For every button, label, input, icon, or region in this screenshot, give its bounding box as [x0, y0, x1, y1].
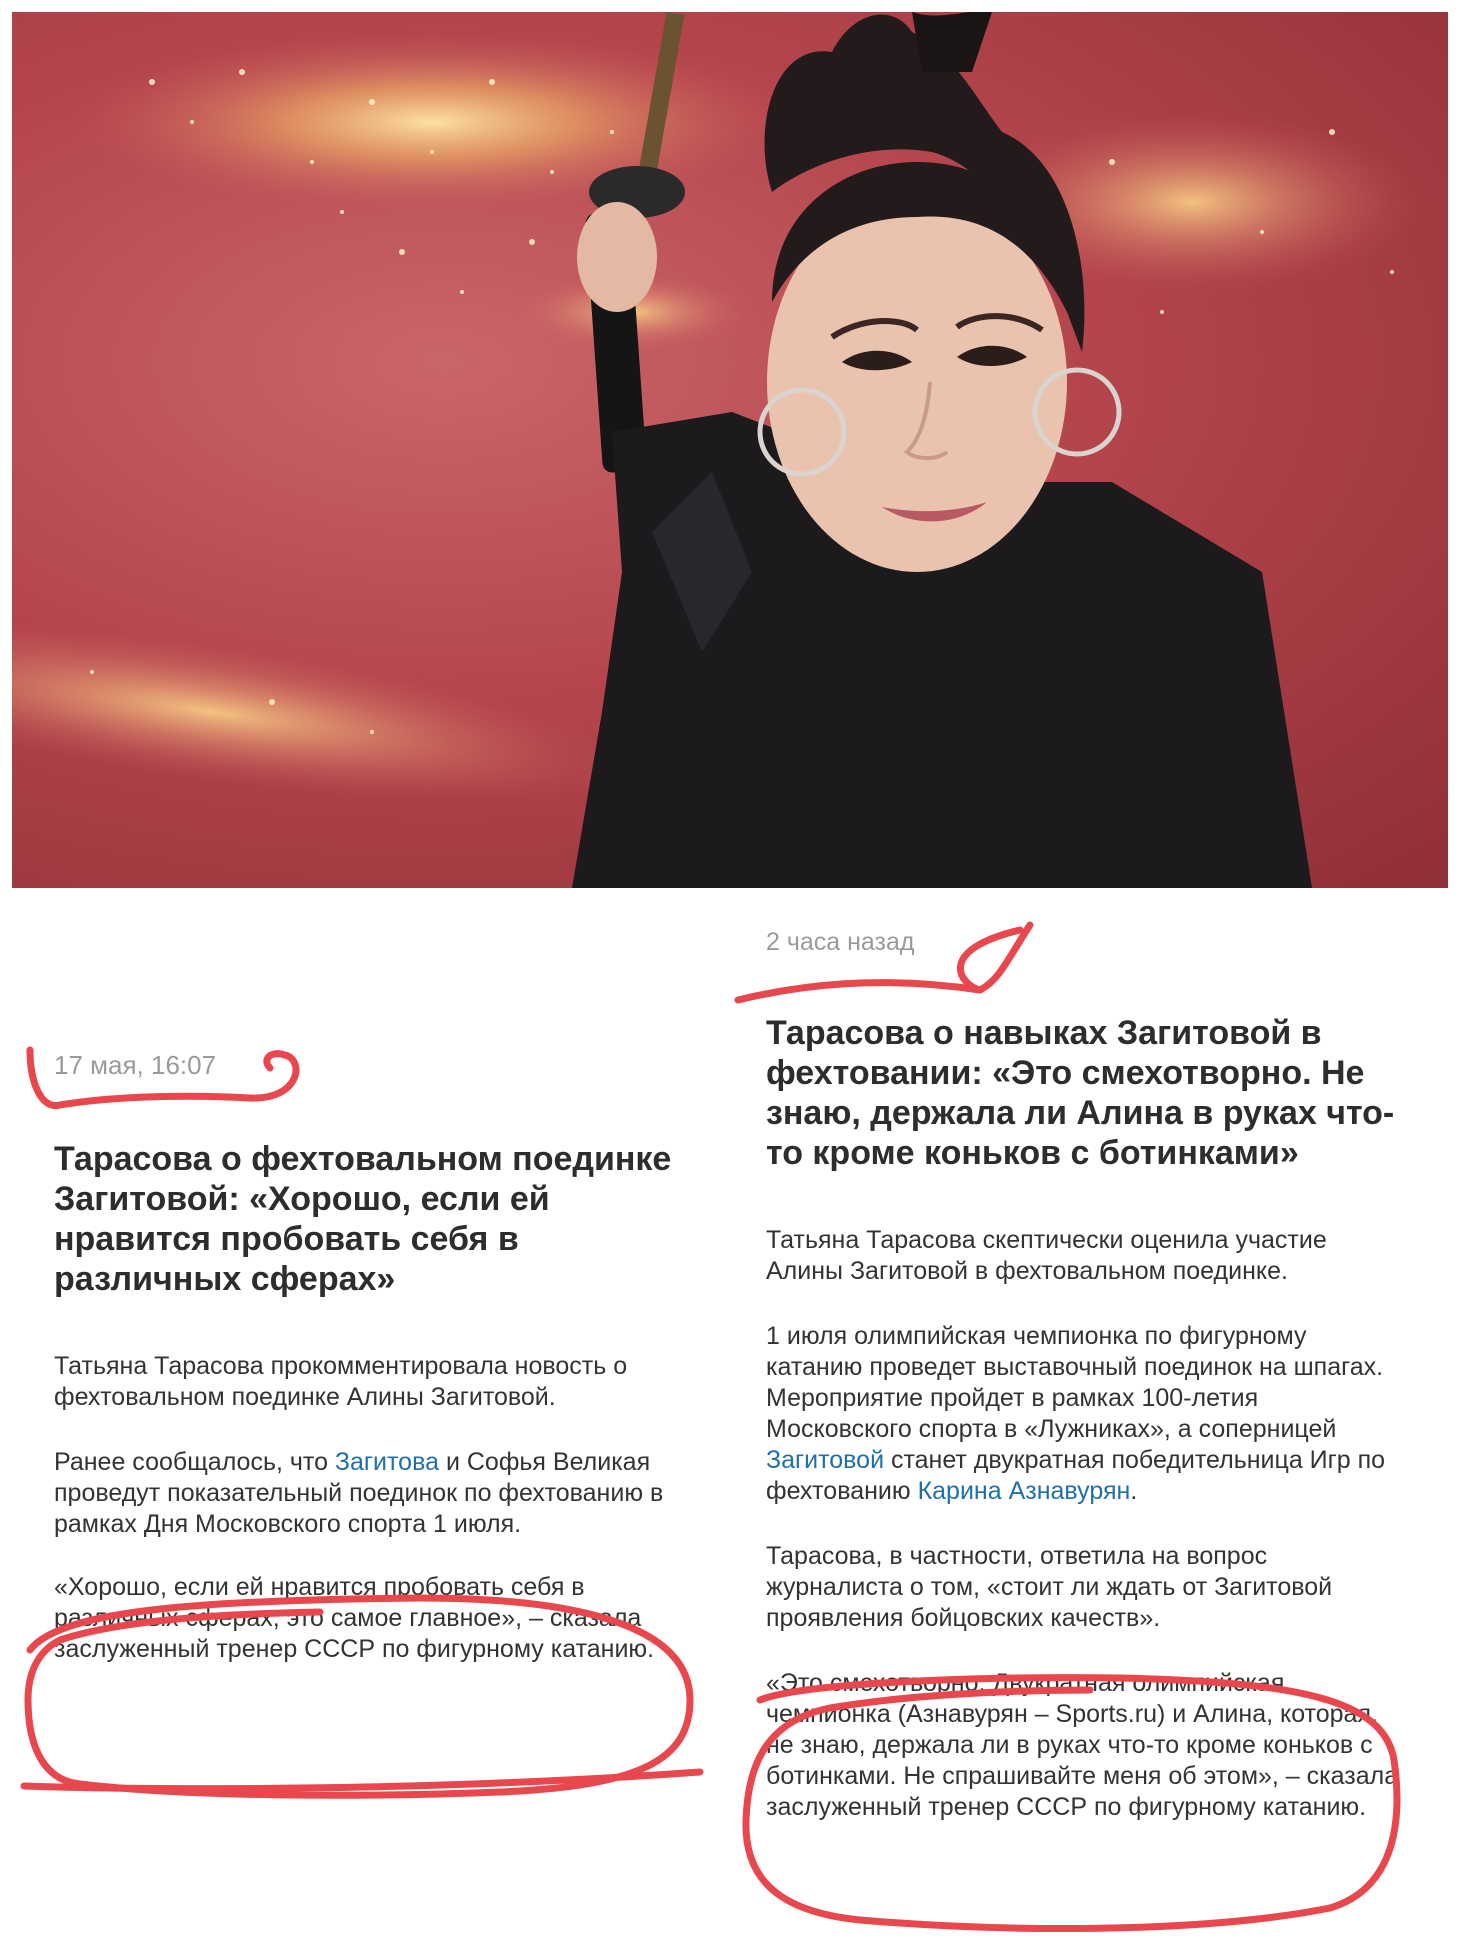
- right-article-quote: «Это смехотворно. Двукратная олимпийская чемпионка (Азнавурян – Sports.ru) и Алина, которая, не знаю, держала ли в руках что-то кроме коньков с ботинками. Не спрашивайте меня об этом», – сказала заслуженный тренер СССР по фигурному катанию.: [766, 1669, 1399, 1821]
- article-photo: [12, 12, 1448, 888]
- right-article-timestamp: 2 часа назад: [766, 928, 915, 956]
- right-article-paragraph-2-text-a: 1 июля олимпийская чемпионка по фигурному катанию проведет выставочный поединок на шпагах. Мероприятие пройдет в рамках 100-летия Московского спорта в «Лужниках», а соперницей: [766, 1322, 1384, 1443]
- quote-circle-left-base: [24, 1772, 700, 1789]
- left-article-headline[interactable]: Тарасова о фехтовальном поединке Загитовой: «Хорошо, если ей нравится пробовать себя в различных сферах»: [54, 1140, 672, 1298]
- right-article-paragraph-1: Татьяна Тарасова скептически оценила участие Алины Загитовой в фехтовальном поединке.: [766, 1226, 1327, 1285]
- right-article-paragraph-2-text-b: станет двукратная победительница Игр по фехтованию: [766, 1446, 1386, 1505]
- photo-illustration: [12, 12, 1448, 888]
- link-karina-aznavuryan[interactable]: Карина Азнавурян: [917, 1477, 1131, 1505]
- link-zagitovoy[interactable]: Загитовой: [766, 1446, 885, 1474]
- left-article: [54, 1050, 684, 1665]
- left-article-quote: «Хорошо, если ей нравится пробовать себя в различных сферах, это самое главное», – сказала заслуженный тренер СССР по фигурному катанию.: [54, 1573, 655, 1663]
- left-article-paragraph-2-text-a: Ранее сообщалось, что: [54, 1448, 335, 1476]
- left-article-timestamp: 17 мая, 16:07: [54, 1050, 217, 1080]
- right-article: [766, 928, 1406, 1823]
- right-article-paragraph-2: [766, 1321, 1406, 1507]
- left-article-paragraph-2-text-b: и Софья Великая проведут показательный поединок по фехтованию в рамках Дня Московского спорта 1 июля.: [54, 1448, 664, 1538]
- right-article-paragraph-3: Тарасова, в частности, ответила на вопрос журналиста о том, «стоит ли ждать от Загитовой проявления бойцовских качеств».: [766, 1542, 1333, 1632]
- left-article-paragraph-1: Татьяна Тарасова прокомментировала новость о фехтовальном поединке Алины Загитовой.: [54, 1352, 628, 1411]
- left-article-paragraph-2: [54, 1447, 684, 1540]
- right-article-paragraph-2-text-c: .: [1130, 1477, 1138, 1505]
- right-article-headline[interactable]: Тарасова о навыках Загитовой в фехтовании: «Это смехотворно. Не знаю, держала ли Алина в руках что-то кроме коньков с ботинками»: [766, 1014, 1395, 1172]
- link-zagitova[interactable]: Загитова: [334, 1448, 439, 1476]
